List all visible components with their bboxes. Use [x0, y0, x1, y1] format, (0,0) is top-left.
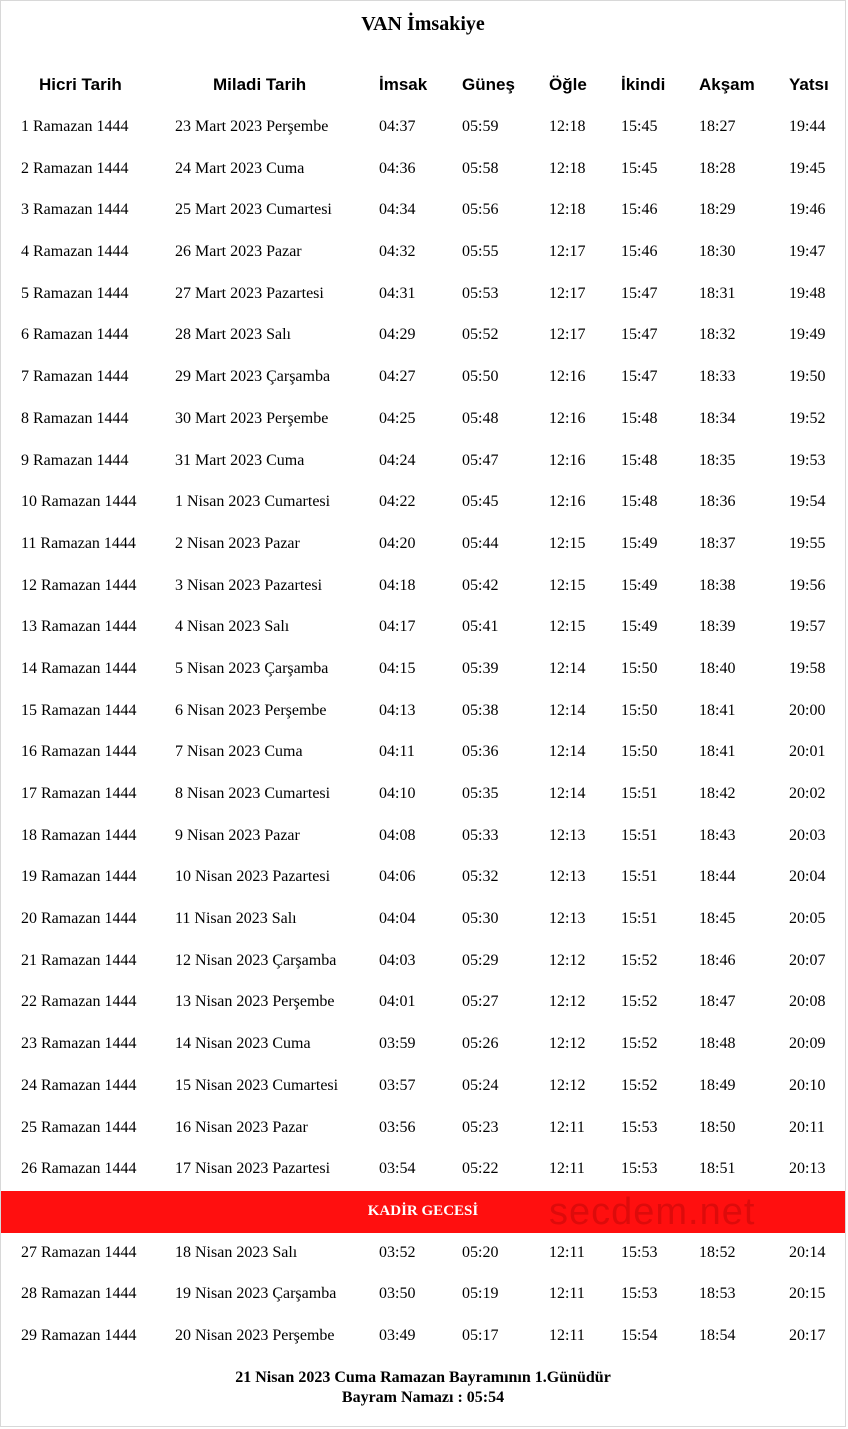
cell-ogle: 12:17 [549, 326, 586, 344]
cell-gunes: 05:19 [462, 1285, 499, 1303]
cell-aksam: 18:43 [699, 826, 736, 844]
cell-yatsi: 20:03 [789, 826, 826, 844]
cell-yatsi: 19:54 [789, 493, 826, 511]
cell-gunes: 05:27 [462, 993, 499, 1011]
table-row [1, 774, 845, 816]
cell-gunes: 05:24 [462, 1076, 499, 1094]
table-row [1, 816, 845, 858]
footer-bayram-namazi: Bayram Namazı : 05:54 [341, 1389, 505, 1406]
cell-miladi-tarih: 30 Mart 2023 Perşembe [175, 409, 329, 427]
cell-ikindi: 15:53 [621, 1160, 658, 1178]
cell-ikindi: 15:49 [621, 618, 658, 636]
cell-aksam: 18:39 [699, 618, 736, 636]
cell-yatsi: 20:01 [789, 743, 826, 761]
cell-ogle: 12:14 [549, 659, 586, 677]
cell-imsak: 03:49 [379, 1326, 416, 1344]
cell-hicri-tarih: 26 Ramazan 1444 [21, 1160, 137, 1178]
cell-ogle: 12:15 [549, 618, 586, 636]
cell-yatsi: 19:55 [789, 534, 826, 552]
cell-miladi-tarih: 28 Mart 2023 Salı [175, 326, 291, 344]
header-yatsi: Yatsı [789, 75, 829, 94]
cell-yatsi: 19:50 [789, 368, 826, 386]
cell-gunes: 05:22 [462, 1160, 499, 1178]
cell-ogle: 12:16 [549, 493, 586, 511]
cell-aksam: 18:41 [699, 743, 736, 761]
cell-imsak: 03:56 [379, 1118, 416, 1136]
cell-aksam: 18:38 [699, 576, 736, 594]
cell-miladi-tarih: 31 Mart 2023 Cuma [175, 451, 305, 469]
header-hicri-tarih: Hicri Tarih [39, 75, 122, 94]
cell-ogle: 12:11 [549, 1326, 585, 1344]
cell-hicri-tarih: 7 Ramazan 1444 [21, 368, 129, 386]
cell-miladi-tarih: 8 Nisan 2023 Cumartesi [175, 785, 331, 802]
cell-aksam: 18:30 [699, 243, 736, 261]
footer-bayram-line: 21 Nisan 2023 Cuma Ramazan Bayramının 1.Günüdür [235, 1369, 611, 1386]
cell-ikindi: 15:47 [621, 326, 658, 344]
cell-hicri-tarih: 19 Ramazan 1444 [21, 868, 137, 886]
cell-gunes: 05:56 [462, 201, 499, 219]
table-row [1, 482, 845, 524]
cell-hicri-tarih: 22 Ramazan 1444 [21, 993, 137, 1011]
cell-yatsi: 19:49 [789, 326, 826, 344]
cell-imsak: 04:18 [379, 576, 416, 594]
table-header [1, 75, 845, 99]
cell-miladi-tarih: 24 Mart 2023 Cuma [175, 159, 305, 177]
cell-ikindi: 15:51 [621, 910, 658, 928]
cell-ikindi: 15:48 [621, 451, 658, 469]
cell-gunes: 05:33 [462, 826, 499, 844]
cell-ogle: 12:13 [549, 910, 586, 928]
cell-ikindi: 15:46 [621, 243, 658, 261]
cell-imsak: 04:34 [379, 201, 416, 219]
cell-hicri-tarih: 12 Ramazan 1444 [21, 576, 137, 594]
cell-imsak: 04:37 [379, 118, 416, 135]
table-row [1, 1024, 845, 1066]
cell-miladi-tarih: 4 Nisan 2023 Salı [175, 618, 290, 636]
cell-gunes: 05:26 [462, 1035, 499, 1053]
table-row [1, 1108, 845, 1150]
cell-hicri-tarih: 6 Ramazan 1444 [21, 326, 129, 344]
cell-ogle: 12:11 [549, 1285, 585, 1303]
cell-aksam: 18:33 [699, 368, 736, 386]
cell-miladi-tarih: 20 Nisan 2023 Perşembe [175, 1326, 335, 1344]
cell-imsak: 04:08 [379, 826, 416, 844]
cell-ikindi: 15:47 [621, 368, 658, 386]
table-row [1, 232, 845, 274]
cell-hicri-tarih: 5 Ramazan 1444 [21, 284, 129, 302]
table-row [1, 399, 845, 441]
cell-miladi-tarih: 23 Mart 2023 Perşembe [175, 118, 329, 135]
cell-ikindi: 15:50 [621, 659, 658, 677]
cell-aksam: 18:34 [699, 409, 736, 427]
cell-imsak: 04:27 [379, 368, 416, 386]
cell-yatsi: 20:08 [789, 993, 826, 1011]
cell-yatsi: 19:53 [789, 451, 826, 469]
cell-yatsi: 19:46 [789, 201, 826, 219]
cell-ogle: 12:17 [549, 284, 586, 302]
cell-imsak: 04:15 [379, 659, 416, 677]
cell-ikindi: 15:51 [621, 826, 658, 844]
cell-hicri-tarih: 13 Ramazan 1444 [21, 618, 137, 636]
cell-ogle: 12:15 [549, 576, 586, 594]
cell-miladi-tarih: 9 Nisan 2023 Pazar [175, 826, 300, 844]
cell-miladi-tarih: 2 Nisan 2023 Pazar [175, 534, 300, 552]
cell-miladi-tarih: 25 Mart 2023 Cumartesi [175, 201, 332, 219]
cell-ogle: 12:11 [549, 1243, 585, 1261]
cell-aksam: 18:28 [699, 159, 736, 177]
cell-imsak: 04:31 [379, 284, 416, 302]
header-ikindi: İkindi [621, 75, 666, 94]
cell-yatsi: 20:15 [789, 1285, 826, 1303]
table-row [1, 149, 845, 191]
cell-miladi-tarih: 26 Mart 2023 Pazar [175, 243, 302, 261]
cell-yatsi: 19:52 [789, 409, 826, 427]
cell-aksam: 18:37 [699, 534, 736, 552]
cell-aksam: 18:44 [699, 868, 736, 886]
cell-miladi-tarih: 10 Nisan 2023 Pazartesi [175, 868, 331, 886]
cell-ogle: 12:14 [549, 743, 586, 761]
cell-ogle: 12:15 [549, 534, 586, 552]
table-row [1, 357, 845, 399]
table-row [1, 941, 845, 983]
cell-yatsi: 20:13 [789, 1160, 826, 1178]
cell-ogle: 12:11 [549, 1118, 585, 1136]
cell-aksam: 18:53 [699, 1285, 736, 1303]
cell-imsak: 04:13 [379, 701, 416, 719]
cell-hicri-tarih: 16 Ramazan 1444 [21, 743, 137, 761]
table-row [1, 982, 845, 1024]
cell-ogle: 12:12 [549, 993, 586, 1011]
cell-aksam: 18:46 [699, 951, 736, 969]
cell-hicri-tarih: 2 Ramazan 1444 [21, 159, 129, 177]
cell-hicri-tarih: 14 Ramazan 1444 [21, 659, 137, 677]
cell-imsak: 04:03 [379, 951, 416, 969]
cell-gunes: 05:44 [462, 534, 499, 552]
cell-ogle: 12:13 [549, 826, 586, 844]
cell-gunes: 05:47 [462, 451, 499, 469]
cell-hicri-tarih: 10 Ramazan 1444 [21, 493, 137, 511]
cell-miladi-tarih: 1 Nisan 2023 Cumartesi [175, 493, 331, 511]
cell-hicri-tarih: 29 Ramazan 1444 [21, 1326, 137, 1344]
cell-imsak: 03:50 [379, 1285, 416, 1303]
cell-miladi-tarih: 6 Nisan 2023 Perşembe [175, 701, 327, 719]
cell-ogle: 12:12 [549, 1076, 586, 1094]
cell-ikindi: 15:52 [621, 1076, 658, 1094]
cell-ikindi: 15:54 [621, 1326, 658, 1344]
cell-aksam: 18:31 [699, 284, 736, 302]
table-row [1, 1274, 845, 1316]
cell-yatsi: 20:07 [789, 951, 826, 969]
cell-ikindi: 15:47 [621, 284, 658, 302]
table-row [1, 732, 845, 774]
cell-hicri-tarih: 23 Ramazan 1444 [21, 1035, 137, 1053]
cell-aksam: 18:42 [699, 785, 736, 802]
cell-aksam: 18:45 [699, 910, 736, 928]
cell-miladi-tarih: 27 Mart 2023 Pazartesi [175, 284, 324, 302]
cell-gunes: 05:39 [462, 659, 499, 677]
table-row [1, 524, 845, 566]
cell-aksam: 18:48 [699, 1035, 736, 1053]
cell-hicri-tarih: 24 Ramazan 1444 [21, 1076, 137, 1094]
cell-imsak: 04:01 [379, 993, 416, 1011]
cell-imsak: 04:10 [379, 785, 416, 802]
cell-yatsi: 20:17 [789, 1326, 826, 1344]
table-row [1, 1149, 845, 1191]
cell-imsak: 03:57 [379, 1076, 416, 1094]
cell-hicri-tarih: 21 Ramazan 1444 [21, 951, 137, 969]
cell-ikindi: 15:45 [621, 118, 658, 135]
cell-imsak: 04:32 [379, 243, 416, 261]
cell-miladi-tarih: 11 Nisan 2023 Salı [175, 910, 297, 928]
cell-imsak: 04:29 [379, 326, 416, 344]
table-row [1, 274, 845, 316]
cell-aksam: 18:41 [699, 701, 736, 719]
cell-gunes: 05:36 [462, 743, 499, 761]
cell-hicri-tarih: 17 Ramazan 1444 [21, 785, 137, 802]
cell-gunes: 05:53 [462, 284, 499, 302]
cell-aksam: 18:36 [699, 493, 736, 511]
cell-miladi-tarih: 16 Nisan 2023 Pazar [175, 1118, 308, 1136]
cell-ikindi: 15:53 [621, 1285, 658, 1303]
table-row [1, 649, 845, 691]
cell-hicri-tarih: 9 Ramazan 1444 [21, 451, 129, 469]
cell-gunes: 05:55 [462, 243, 499, 261]
cell-hicri-tarih: 8 Ramazan 1444 [21, 409, 129, 427]
cell-ikindi: 15:50 [621, 743, 658, 761]
table-row [1, 899, 845, 941]
table-row [1, 691, 845, 733]
cell-ogle: 12:18 [549, 118, 586, 135]
watermark: secdem.net [549, 1190, 756, 1233]
cell-hicri-tarih: 18 Ramazan 1444 [21, 826, 137, 844]
cell-miladi-tarih: 3 Nisan 2023 Pazartesi [175, 576, 323, 594]
cell-ogle: 12:14 [549, 785, 586, 802]
cell-ikindi: 15:51 [621, 868, 658, 886]
cell-ikindi: 15:50 [621, 701, 658, 719]
cell-yatsi: 20:14 [789, 1243, 826, 1261]
cell-gunes: 05:29 [462, 951, 499, 969]
cell-imsak: 04:11 [379, 743, 415, 761]
cell-aksam: 18:32 [699, 326, 736, 344]
table-row [1, 190, 845, 232]
cell-aksam: 18:54 [699, 1326, 736, 1344]
cell-yatsi: 19:47 [789, 243, 826, 261]
cell-ikindi: 15:52 [621, 951, 658, 969]
cell-yatsi: 19:56 [789, 576, 826, 594]
header-aksam: Akşam [699, 75, 755, 94]
cell-gunes: 05:20 [462, 1243, 499, 1261]
cell-aksam: 18:51 [699, 1160, 736, 1178]
header-imsak: İmsak [379, 75, 428, 94]
cell-hicri-tarih: 15 Ramazan 1444 [21, 701, 137, 719]
footer-note [1, 1368, 845, 1408]
page-title: VAN İmsakiye [361, 13, 485, 35]
cell-ikindi: 15:45 [621, 159, 658, 177]
kadir-gecesi-banner [1, 1191, 845, 1233]
cell-gunes: 05:41 [462, 618, 499, 636]
kadir-gecesi-label: KADİR GECESİ [367, 1202, 479, 1219]
cell-ikindi: 15:49 [621, 534, 658, 552]
table-row [1, 1066, 845, 1108]
cell-hicri-tarih: 28 Ramazan 1444 [21, 1285, 137, 1303]
cell-imsak: 04:25 [379, 409, 416, 427]
cell-gunes: 05:52 [462, 326, 499, 344]
cell-hicri-tarih: 20 Ramazan 1444 [21, 910, 137, 928]
cell-yatsi: 20:11 [789, 1118, 825, 1136]
cell-yatsi: 19:45 [789, 159, 826, 177]
cell-aksam: 18:50 [699, 1118, 736, 1136]
cell-aksam: 18:29 [699, 201, 736, 219]
cell-ikindi: 15:46 [621, 201, 658, 219]
cell-yatsi: 20:02 [789, 785, 826, 802]
cell-ikindi: 15:53 [621, 1243, 658, 1261]
header-ogle: Öğle [549, 75, 587, 94]
cell-aksam: 18:40 [699, 659, 736, 677]
cell-hicri-tarih: 11 Ramazan 1444 [21, 534, 136, 552]
cell-gunes: 05:17 [462, 1326, 499, 1344]
cell-ogle: 12:16 [549, 409, 586, 427]
cell-ogle: 12:12 [549, 1035, 586, 1053]
cell-yatsi: 20:05 [789, 910, 826, 928]
cell-gunes: 05:35 [462, 785, 499, 802]
cell-ogle: 12:14 [549, 701, 586, 719]
cell-imsak: 04:04 [379, 910, 416, 928]
cell-gunes: 05:58 [462, 159, 499, 177]
cell-ogle: 12:12 [549, 951, 586, 969]
cell-ogle: 12:16 [549, 451, 586, 469]
cell-miladi-tarih: 5 Nisan 2023 Çarşamba [175, 659, 329, 677]
cell-imsak: 03:59 [379, 1035, 416, 1053]
cell-ogle: 12:11 [549, 1160, 585, 1178]
cell-aksam: 18:47 [699, 993, 736, 1011]
cell-hicri-tarih: 27 Ramazan 1444 [21, 1243, 137, 1261]
table-row [1, 857, 845, 899]
cell-yatsi: 19:44 [789, 118, 826, 135]
cell-gunes: 05:50 [462, 368, 499, 386]
cell-yatsi: 19:58 [789, 659, 826, 677]
cell-miladi-tarih: 15 Nisan 2023 Cumartesi [175, 1076, 339, 1094]
cell-gunes: 05:59 [462, 118, 499, 135]
cell-imsak: 04:20 [379, 534, 416, 552]
cell-hicri-tarih: 25 Ramazan 1444 [21, 1118, 137, 1136]
cell-gunes: 05:30 [462, 910, 499, 928]
table-body [1, 107, 845, 1358]
table-row [1, 1233, 845, 1275]
cell-yatsi: 20:00 [789, 701, 826, 719]
cell-hicri-tarih: 4 Ramazan 1444 [21, 243, 129, 261]
cell-gunes: 05:23 [462, 1118, 499, 1136]
cell-yatsi: 19:48 [789, 284, 826, 302]
table-row [1, 566, 845, 608]
cell-miladi-tarih: 19 Nisan 2023 Çarşamba [175, 1285, 337, 1303]
cell-ogle: 12:18 [549, 201, 586, 219]
cell-imsak: 04:17 [379, 618, 416, 636]
cell-miladi-tarih: 14 Nisan 2023 Cuma [175, 1035, 311, 1053]
cell-hicri-tarih: 1 Ramazan 1444 [21, 118, 129, 135]
cell-ikindi: 15:52 [621, 993, 658, 1011]
cell-miladi-tarih: 7 Nisan 2023 Cuma [175, 743, 303, 761]
cell-gunes: 05:32 [462, 868, 499, 886]
table-row [1, 441, 845, 483]
table-row [1, 315, 845, 357]
cell-ogle: 12:18 [549, 159, 586, 177]
cell-ogle: 12:17 [549, 243, 586, 261]
cell-aksam: 18:35 [699, 451, 736, 469]
table-row [1, 1316, 845, 1358]
cell-ogle: 12:13 [549, 868, 586, 886]
cell-miladi-tarih: 13 Nisan 2023 Perşembe [175, 993, 335, 1011]
cell-gunes: 05:48 [462, 409, 499, 427]
cell-miladi-tarih: 29 Mart 2023 Çarşamba [175, 368, 331, 386]
cell-ogle: 12:16 [549, 368, 586, 386]
cell-ikindi: 15:48 [621, 493, 658, 511]
cell-imsak: 04:22 [379, 493, 416, 511]
cell-ikindi: 15:52 [621, 1035, 658, 1053]
cell-yatsi: 20:10 [789, 1076, 826, 1094]
cell-imsak: 04:36 [379, 159, 416, 177]
cell-gunes: 05:42 [462, 576, 499, 594]
header-miladi-tarih: Miladi Tarih [213, 75, 307, 94]
cell-gunes: 05:45 [462, 493, 499, 511]
cell-aksam: 18:49 [699, 1076, 736, 1094]
cell-aksam: 18:52 [699, 1243, 736, 1261]
table-row [1, 607, 845, 649]
cell-imsak: 03:54 [379, 1160, 416, 1178]
cell-imsak: 03:52 [379, 1243, 416, 1261]
cell-imsak: 04:24 [379, 451, 416, 469]
cell-yatsi: 20:04 [789, 868, 826, 886]
cell-miladi-tarih: 18 Nisan 2023 Salı [175, 1243, 298, 1261]
cell-miladi-tarih: 12 Nisan 2023 Çarşamba [175, 951, 337, 969]
cell-imsak: 04:06 [379, 868, 416, 886]
header-gunes: Güneş [462, 75, 515, 94]
cell-ikindi: 15:51 [621, 785, 658, 802]
cell-yatsi: 20:09 [789, 1035, 826, 1053]
cell-ikindi: 15:48 [621, 409, 658, 427]
cell-aksam: 18:27 [699, 118, 736, 135]
cell-gunes: 05:38 [462, 701, 499, 719]
cell-ikindi: 15:53 [621, 1118, 658, 1136]
cell-hicri-tarih: 3 Ramazan 1444 [21, 201, 129, 219]
cell-ikindi: 15:49 [621, 576, 658, 594]
table-row [1, 107, 845, 149]
cell-miladi-tarih: 17 Nisan 2023 Pazartesi [175, 1160, 331, 1178]
cell-yatsi: 19:57 [789, 618, 826, 636]
